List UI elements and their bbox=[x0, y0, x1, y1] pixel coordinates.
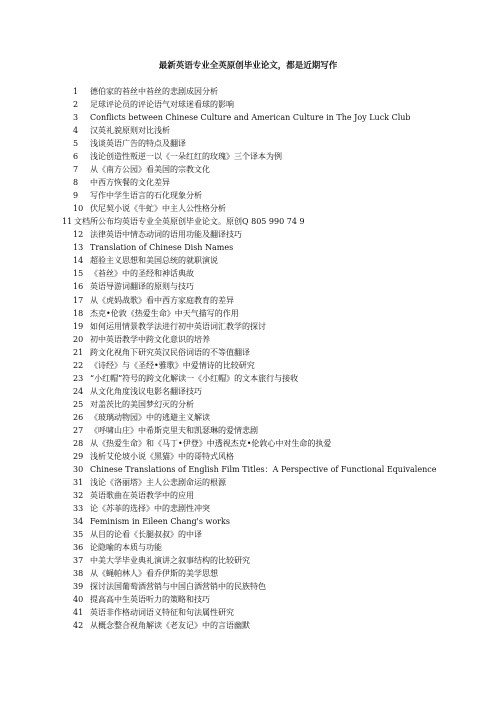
list-item bbox=[62, 502, 482, 515]
list-item bbox=[62, 541, 482, 554]
list-item bbox=[62, 254, 482, 267]
list-item bbox=[62, 163, 482, 176]
item-title: 从文化角度浅议电影名翻译技巧 bbox=[90, 386, 202, 396]
item-number: 24 bbox=[73, 386, 84, 396]
item-title: 汉英礼貌原则对比浅析 bbox=[90, 126, 170, 136]
item-title: 如何运用情景教学法进行初中英语词汇教学的探讨 bbox=[90, 321, 266, 331]
item-title: 从目的论看《长腿叔叔》的中译 bbox=[90, 530, 202, 540]
item-title: 对盖茨比的美国梦幻灭的分析 bbox=[90, 399, 194, 409]
item-number: 10 bbox=[73, 204, 84, 214]
thesis-title-list bbox=[62, 85, 482, 632]
item-title: Chinese Translations of English Film Titles：A Perspective of Functional Equivalence bbox=[90, 464, 437, 474]
item-title: 初中英语教学中跨文化意识的培养 bbox=[90, 334, 210, 344]
item-number: 7 bbox=[73, 165, 79, 175]
item-title: 《呼啸山庄》中希斯克里夫和凯瑟琳的爱情悲剧 bbox=[90, 425, 258, 435]
list-item bbox=[62, 307, 482, 320]
item-number: 3 bbox=[73, 113, 79, 123]
list-item bbox=[62, 463, 482, 476]
list-item bbox=[62, 280, 482, 293]
item-title: 超验主义思想和美国总统的就职演说 bbox=[90, 256, 218, 266]
list-item bbox=[62, 98, 482, 111]
item-number: 2 bbox=[73, 100, 79, 110]
item-title: 写作中学生语言的石化现象分析 bbox=[90, 191, 202, 201]
list-item bbox=[62, 437, 482, 450]
list-item bbox=[62, 111, 482, 124]
list-item bbox=[62, 202, 482, 215]
list-item bbox=[62, 567, 482, 580]
list-item bbox=[62, 489, 482, 502]
list-item bbox=[62, 346, 482, 359]
item-title: 从《热爱生命》和《马丁•伊登》中透视杰克•伦敦心中对生命的执爱 bbox=[90, 438, 332, 448]
item-title: 文档所公布均英语专业全英原创毕业论文。原创Q 805 990 74 9 bbox=[74, 217, 305, 227]
list-item bbox=[62, 424, 482, 437]
item-number: 27 bbox=[73, 425, 84, 435]
item-number: 9 bbox=[73, 191, 79, 201]
list-item bbox=[62, 267, 482, 280]
item-title: 论《苏菲的选择》中的悲剧性冲突 bbox=[90, 504, 210, 513]
item-title: 浅论创造性叛逆一以《一朵红红的玫瑰》三个译本为例 bbox=[90, 152, 282, 162]
item-number: 36 bbox=[73, 543, 84, 553]
item-number: 23 bbox=[73, 373, 84, 383]
item-title: 《苔丝》中的圣经和神话典故 bbox=[90, 269, 194, 279]
item-title: 伏尼契小说《牛虻》中主人公性格分析 bbox=[90, 204, 226, 214]
item-title: “小红帽”符号的跨文化解读一《小红帽》的文本旅行与接收 bbox=[90, 373, 299, 383]
item-number: 35 bbox=[73, 530, 84, 540]
list-item bbox=[62, 189, 482, 202]
item-number: 4 bbox=[73, 126, 79, 136]
item-title: Feminism in Eileen Chang's works bbox=[90, 517, 230, 527]
list-item bbox=[62, 85, 482, 98]
item-title: 足球评论员的评论语气对球迷看球的影响 bbox=[90, 100, 234, 110]
item-number: 16 bbox=[73, 282, 84, 292]
item-number: 30 bbox=[73, 464, 84, 474]
item-number: 42 bbox=[73, 621, 84, 631]
item-number: 38 bbox=[73, 569, 84, 579]
list-item bbox=[62, 476, 482, 489]
item-title: Translation of Chinese Dish Names bbox=[90, 243, 234, 253]
list-item bbox=[62, 580, 482, 593]
list-item bbox=[62, 294, 482, 307]
item-title: 从《南方公园》看美国的宗教文化 bbox=[90, 165, 210, 175]
item-number: 1 bbox=[73, 87, 79, 96]
item-title: 中美大学毕业典礼演讲之叙事结构的比较研究 bbox=[90, 556, 250, 566]
item-title: 法律英语中情态动词的语用功能及翻译技巧 bbox=[90, 230, 242, 240]
item-title: 杰克•伦敦《热爱生命》中天气描写的作用 bbox=[90, 308, 239, 318]
list-item bbox=[62, 176, 482, 189]
item-title: 德伯家的苔丝中苔丝的悲剧成因分析 bbox=[90, 87, 218, 96]
item-number: 31 bbox=[73, 477, 84, 487]
item-title: 提高高中生英语听力的策略和技巧 bbox=[90, 595, 210, 605]
item-title: 从概念整合视角解读《老友记》中的言语幽默 bbox=[90, 621, 250, 631]
list-item bbox=[62, 515, 482, 528]
list-item bbox=[62, 450, 482, 463]
item-number: 11 bbox=[62, 217, 73, 227]
item-number: 19 bbox=[73, 321, 84, 331]
list-item bbox=[62, 333, 482, 346]
item-title: 论隐喻的本质与功能 bbox=[90, 543, 162, 553]
item-number: 18 bbox=[73, 308, 84, 318]
item-title: 从《蝇帕林人》看乔伊斯的美学思想 bbox=[90, 569, 218, 579]
item-number: 20 bbox=[73, 334, 84, 344]
item-title: 《诗经》与《圣经•雅歌》中爱情诗的比较研究 bbox=[90, 360, 255, 370]
item-title: 探讨法国葡萄酒营销与中国白酒营销中的民族特色 bbox=[90, 582, 266, 592]
item-number: 34 bbox=[73, 517, 84, 527]
item-title: 浅论《洛丽塔》主人公悲剧命运的根源 bbox=[90, 477, 226, 487]
list-item bbox=[62, 411, 482, 424]
item-number: 12 bbox=[73, 230, 84, 240]
list-item bbox=[62, 385, 482, 398]
item-number: 8 bbox=[73, 178, 79, 188]
item-number: 14 bbox=[73, 256, 84, 266]
list-item bbox=[62, 619, 482, 632]
item-number: 6 bbox=[73, 152, 79, 162]
item-number: 15 bbox=[73, 269, 84, 279]
item-number: 41 bbox=[73, 608, 84, 618]
item-number: 37 bbox=[73, 556, 84, 566]
item-number: 26 bbox=[73, 412, 84, 422]
item-number: 25 bbox=[73, 399, 84, 409]
item-number: 28 bbox=[73, 438, 84, 448]
item-title: 中西方恢餐的文化差异 bbox=[90, 178, 170, 188]
item-number: 29 bbox=[73, 451, 84, 461]
item-title: 英语非作格动词语义特征和句法属性研究 bbox=[90, 608, 234, 618]
item-title: 英语歌曲在英语教学中的应用 bbox=[90, 490, 194, 500]
list-item bbox=[62, 606, 482, 619]
item-number: 33 bbox=[73, 504, 84, 513]
list-item bbox=[62, 554, 482, 567]
item-title: 从《虎妈战歌》看中西方家庭教育的差异 bbox=[90, 295, 234, 305]
item-number: 22 bbox=[73, 360, 84, 370]
list-item bbox=[62, 593, 482, 606]
list-item bbox=[62, 150, 482, 163]
list-item bbox=[62, 320, 482, 333]
document-title: 最新英语专业全英原创毕业论文，都是近期写作 bbox=[158, 61, 338, 71]
list-item bbox=[62, 398, 482, 411]
item-title: 《玻璃动物园》中的逃避主义解读 bbox=[90, 412, 210, 422]
item-title: 浅析艾伦坡小说《黑猫》中的哥特式风格 bbox=[90, 451, 234, 461]
list-item bbox=[62, 228, 482, 241]
list-item bbox=[62, 241, 482, 254]
item-number: 17 bbox=[73, 295, 84, 305]
list-item bbox=[62, 528, 482, 541]
item-number: 39 bbox=[73, 582, 84, 592]
item-number: 40 bbox=[73, 595, 84, 605]
item-title: 浅谈英语广告的特点及翻译 bbox=[90, 139, 186, 149]
item-number: 13 bbox=[73, 243, 84, 253]
list-item bbox=[62, 359, 482, 372]
item-title: 跨文化视角下研究英汉民俗词语的不等值翻译 bbox=[90, 347, 250, 357]
item-number: 5 bbox=[73, 139, 79, 149]
item-title: Conflicts between Chinese Culture and American Culture in The Joy Luck Club bbox=[90, 113, 411, 123]
item-title: 英语导游词翻译的原则与技巧 bbox=[90, 282, 194, 292]
item-number: 21 bbox=[73, 347, 84, 357]
item-number: 32 bbox=[73, 490, 84, 500]
list-item bbox=[62, 124, 482, 137]
list-item bbox=[62, 372, 482, 385]
list-item bbox=[62, 215, 482, 228]
list-item bbox=[62, 137, 482, 150]
